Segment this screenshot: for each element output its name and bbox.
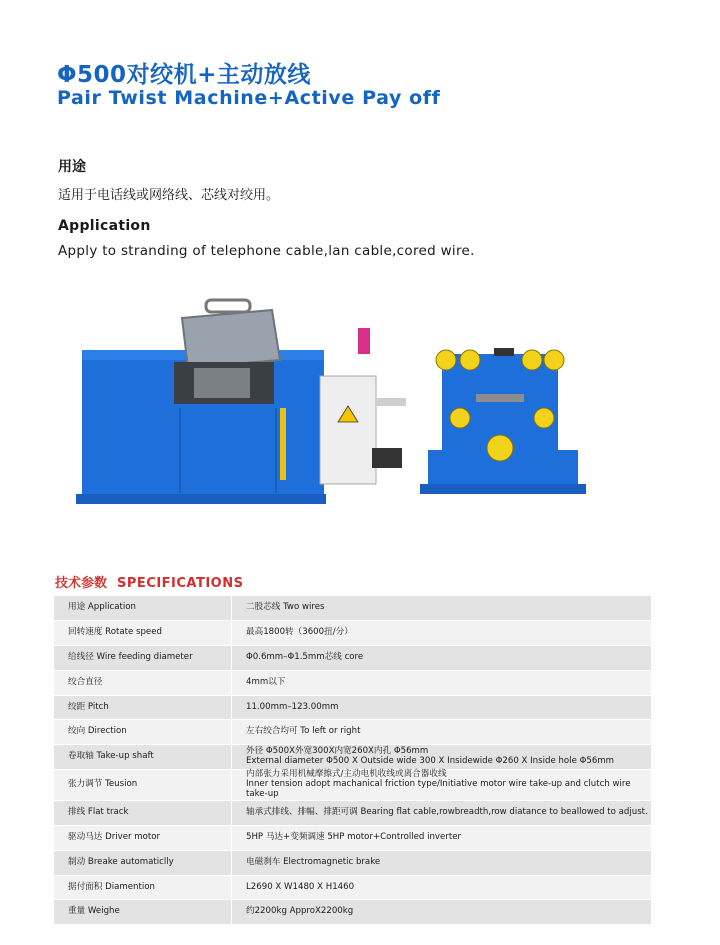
spec-key: 据付面积 Diamention [54, 875, 232, 900]
table-row [54, 850, 651, 875]
title-cn: Φ500对绞机+主动放线 [57, 62, 311, 88]
spec-key: 制动 Breake automaticlly [54, 850, 232, 875]
spec-value: 轴承式排线、排幅、排距可调 Bearing flat cable,rowbreadth,row diatance to beallowed to adjust. [232, 800, 652, 825]
spec-value: 电磁刹车 Electromagnetic brake [232, 850, 652, 875]
spec-key: 卷取轴 Take-up shaft [54, 745, 232, 770]
application-text: Apply to stranding of telephone cable,lan cable,cored wire. [58, 243, 475, 259]
table-row [54, 770, 651, 801]
spec-value-line-en: Inner tension adopt machanical friction type/Initiative motor wire take-up and clutch wire take-up [246, 779, 631, 799]
table-row [54, 800, 651, 825]
machine-photo [76, 298, 596, 508]
table-row [54, 825, 651, 850]
spec-key: 驱动马达 Driver motor [54, 825, 232, 850]
application-heading: Application [58, 218, 151, 234]
usage-text: 适用于电话线或网络线、芯线对绞用。 [58, 188, 280, 203]
spec-value-line-cn: 外径 Φ500X外宽300X内宽260X内孔 Φ56mm [246, 746, 429, 757]
spec-key: 用途 Application [54, 596, 232, 620]
spec-value: 约2200kg ApproX2200kg [232, 900, 652, 925]
spec-key: 重量 Weighe [54, 900, 232, 925]
usage-heading: 用途 [58, 159, 86, 175]
spec-value-line-en: External diameter Φ500 X Outside wide 300 X Insidewide Φ260 X Inside hole Φ56mm [246, 756, 615, 767]
specifications-table [54, 596, 651, 925]
spec-value: Φ0.6mm–Φ1.5mm芯线 core [232, 645, 652, 670]
specifications-heading [55, 572, 243, 591]
spec-value: 4mm以下 [232, 670, 652, 695]
spec-value: L2690 X W1480 X H1460 [232, 875, 652, 900]
spec-value: 5HP 马达+变频调速 5HP motor+Controlled inverter [232, 825, 652, 850]
table-row [54, 596, 651, 620]
spec-key: 绞距 Pitch [54, 695, 232, 720]
table-row [54, 645, 651, 670]
spec-key: 排线 Flat track [54, 800, 232, 825]
title-en: Pair Twist Machine+Active Pay off [57, 87, 441, 109]
specifications-heading-cn: 技术参数 [55, 576, 108, 591]
spec-value [232, 745, 652, 770]
spec-key: 回转速度 Rotate speed [54, 620, 232, 645]
spec-value: 最高1800转（3600扭/分） [232, 620, 652, 645]
spec-value: 11.00mm–123.00mm [232, 695, 652, 720]
table-row [54, 745, 651, 770]
spec-key: 绞合直径 [54, 670, 232, 695]
spec-value: 二股芯线 Two wires [232, 596, 652, 620]
spec-key: 张力调节 Teusion [54, 770, 232, 801]
spec-key: 绞向 Direction [54, 720, 232, 745]
spec-value [232, 770, 652, 801]
spec-value: 左右绞合均可 To left or right [232, 720, 652, 745]
table-row [54, 900, 651, 925]
table-row [54, 620, 651, 645]
table-row [54, 875, 651, 900]
spec-key: 给线径 Wire feeding diameter [54, 645, 232, 670]
table-row [54, 720, 651, 745]
table-row [54, 695, 651, 720]
table-row [54, 670, 651, 695]
specifications-heading-en: SPECIFICATIONS [117, 576, 244, 591]
spec-value-line-cn: 内部张力采用机械摩擦式/主动电机收线或离合器收线 [246, 769, 447, 780]
